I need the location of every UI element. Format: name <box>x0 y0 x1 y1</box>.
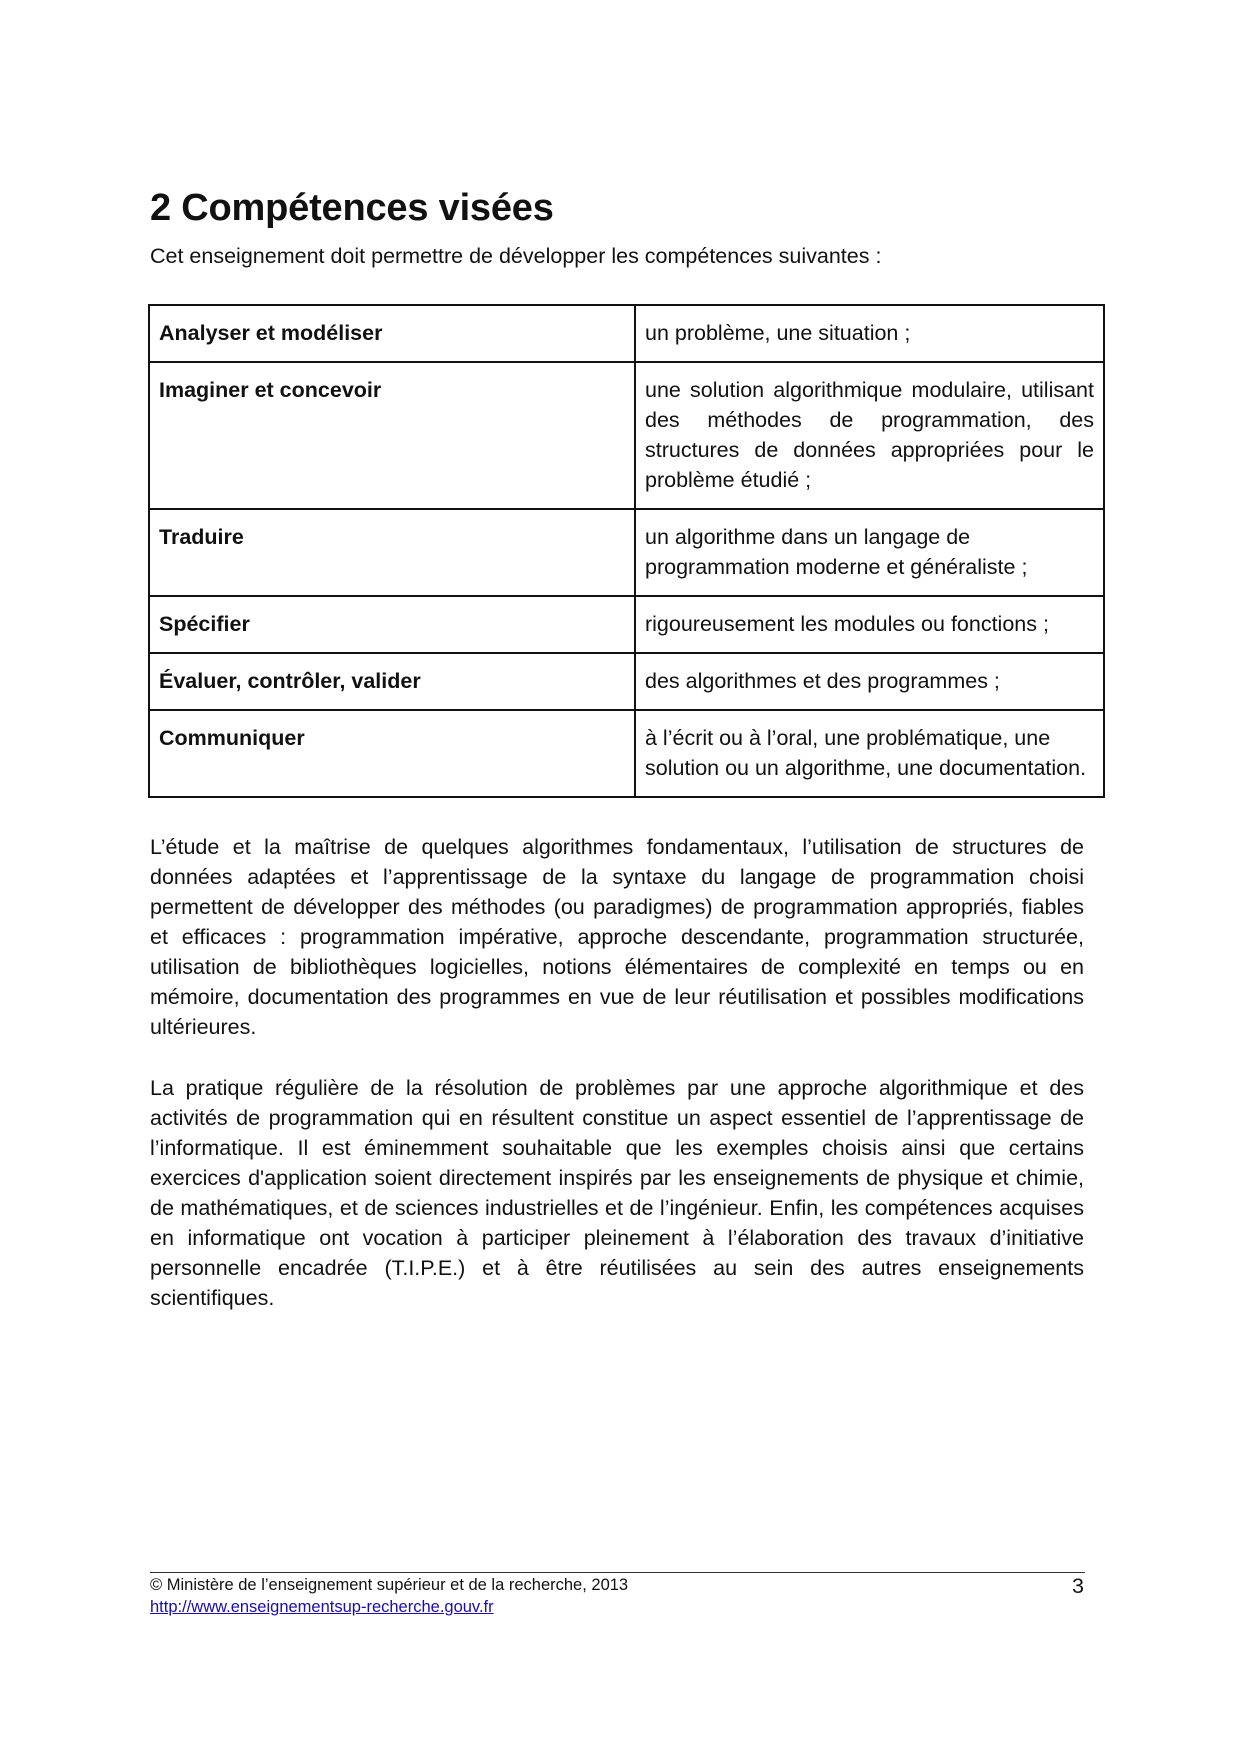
skill-object: un algorithme dans un langage de programmation moderne et généraliste ; <box>635 509 1104 596</box>
skills-table <box>148 304 1105 798</box>
skill-object: à l’écrit ou à l’oral, une problématique, une solution ou un algorithme, une documentation. <box>635 710 1104 797</box>
skill-object: une solution algorithmique modulaire, utilisant des méthodes de programmation, des structures de données appropriées pour le problème étudié ; <box>635 362 1104 509</box>
footer-divider <box>150 1572 1085 1573</box>
body-paragraph-methods: L’étude et la maîtrise de quelques algorithmes fondamentaux, l’utilisation de structures de données adaptées et l’apprentissage de la syntaxe du langage de programmation choisi permettent de développer des méthodes (ou paradigmes) de programmation appropriés, fiables et efficaces : programmation impérative, approche descendante, programmation structurée, utilisation de bibliothèques logicielles, notions élémentaires de complexité en temps ou en mémoire, documentation des programmes en vue de leur réutilisation et possibles modifications ultérieures. <box>150 835 1084 1039</box>
skill-verb: Spécifier <box>149 596 635 653</box>
intro-text: Cet enseignement doit permettre de développer les compétences suivantes : <box>150 244 882 268</box>
skill-verb: Traduire <box>149 509 635 596</box>
body-paragraph-practice: La pratique régulière de la résolution de problèmes par une approche algorithmique et des activités de programmation qui en résultent constitue un aspect essentiel de l’apprentissage de l’informatique. Il est éminemment souhaitable que les exemples choisis ainsi que certains exercices d'application soient directement inspirés par les enseignements de physique et chimie, de mathématiques, et de sciences industrielles et de l’ingénieur. Enfin, les compétences acquises en informatique ont vocation à participer pleinement à l’élaboration des travaux d’initiative personnelle encadrée (T.I.P.E.) et à être réutilisées au sein des autres enseignements scientifiques. <box>150 1076 1084 1310</box>
table-row <box>149 710 1104 797</box>
table-row <box>149 596 1104 653</box>
skill-object: un problème, une situation ; <box>635 305 1104 362</box>
table-row <box>149 362 1104 509</box>
section-title: 2 Compétences visées <box>150 187 554 229</box>
skill-object: des algorithmes et des programmes ; <box>635 653 1104 710</box>
footer-website-link[interactable]: http://www.enseignementsup-recherche.gouv.fr <box>150 1598 494 1616</box>
skill-object: rigoureusement les modules ou fonctions ; <box>635 596 1104 653</box>
skill-verb: Évaluer, contrôler, valider <box>149 653 635 710</box>
table-row <box>149 305 1104 362</box>
skill-verb: Analyser et modéliser <box>149 305 635 362</box>
table-row <box>149 509 1104 596</box>
skill-verb: Imaginer et concevoir <box>149 362 635 509</box>
page-number: 3 <box>1072 1574 1084 1598</box>
footer-copyright: © Ministère de l’enseignement supérieur et de la recherche, 2013 <box>150 1576 629 1594</box>
skill-verb: Communiquer <box>149 710 635 797</box>
table-row <box>149 653 1104 710</box>
